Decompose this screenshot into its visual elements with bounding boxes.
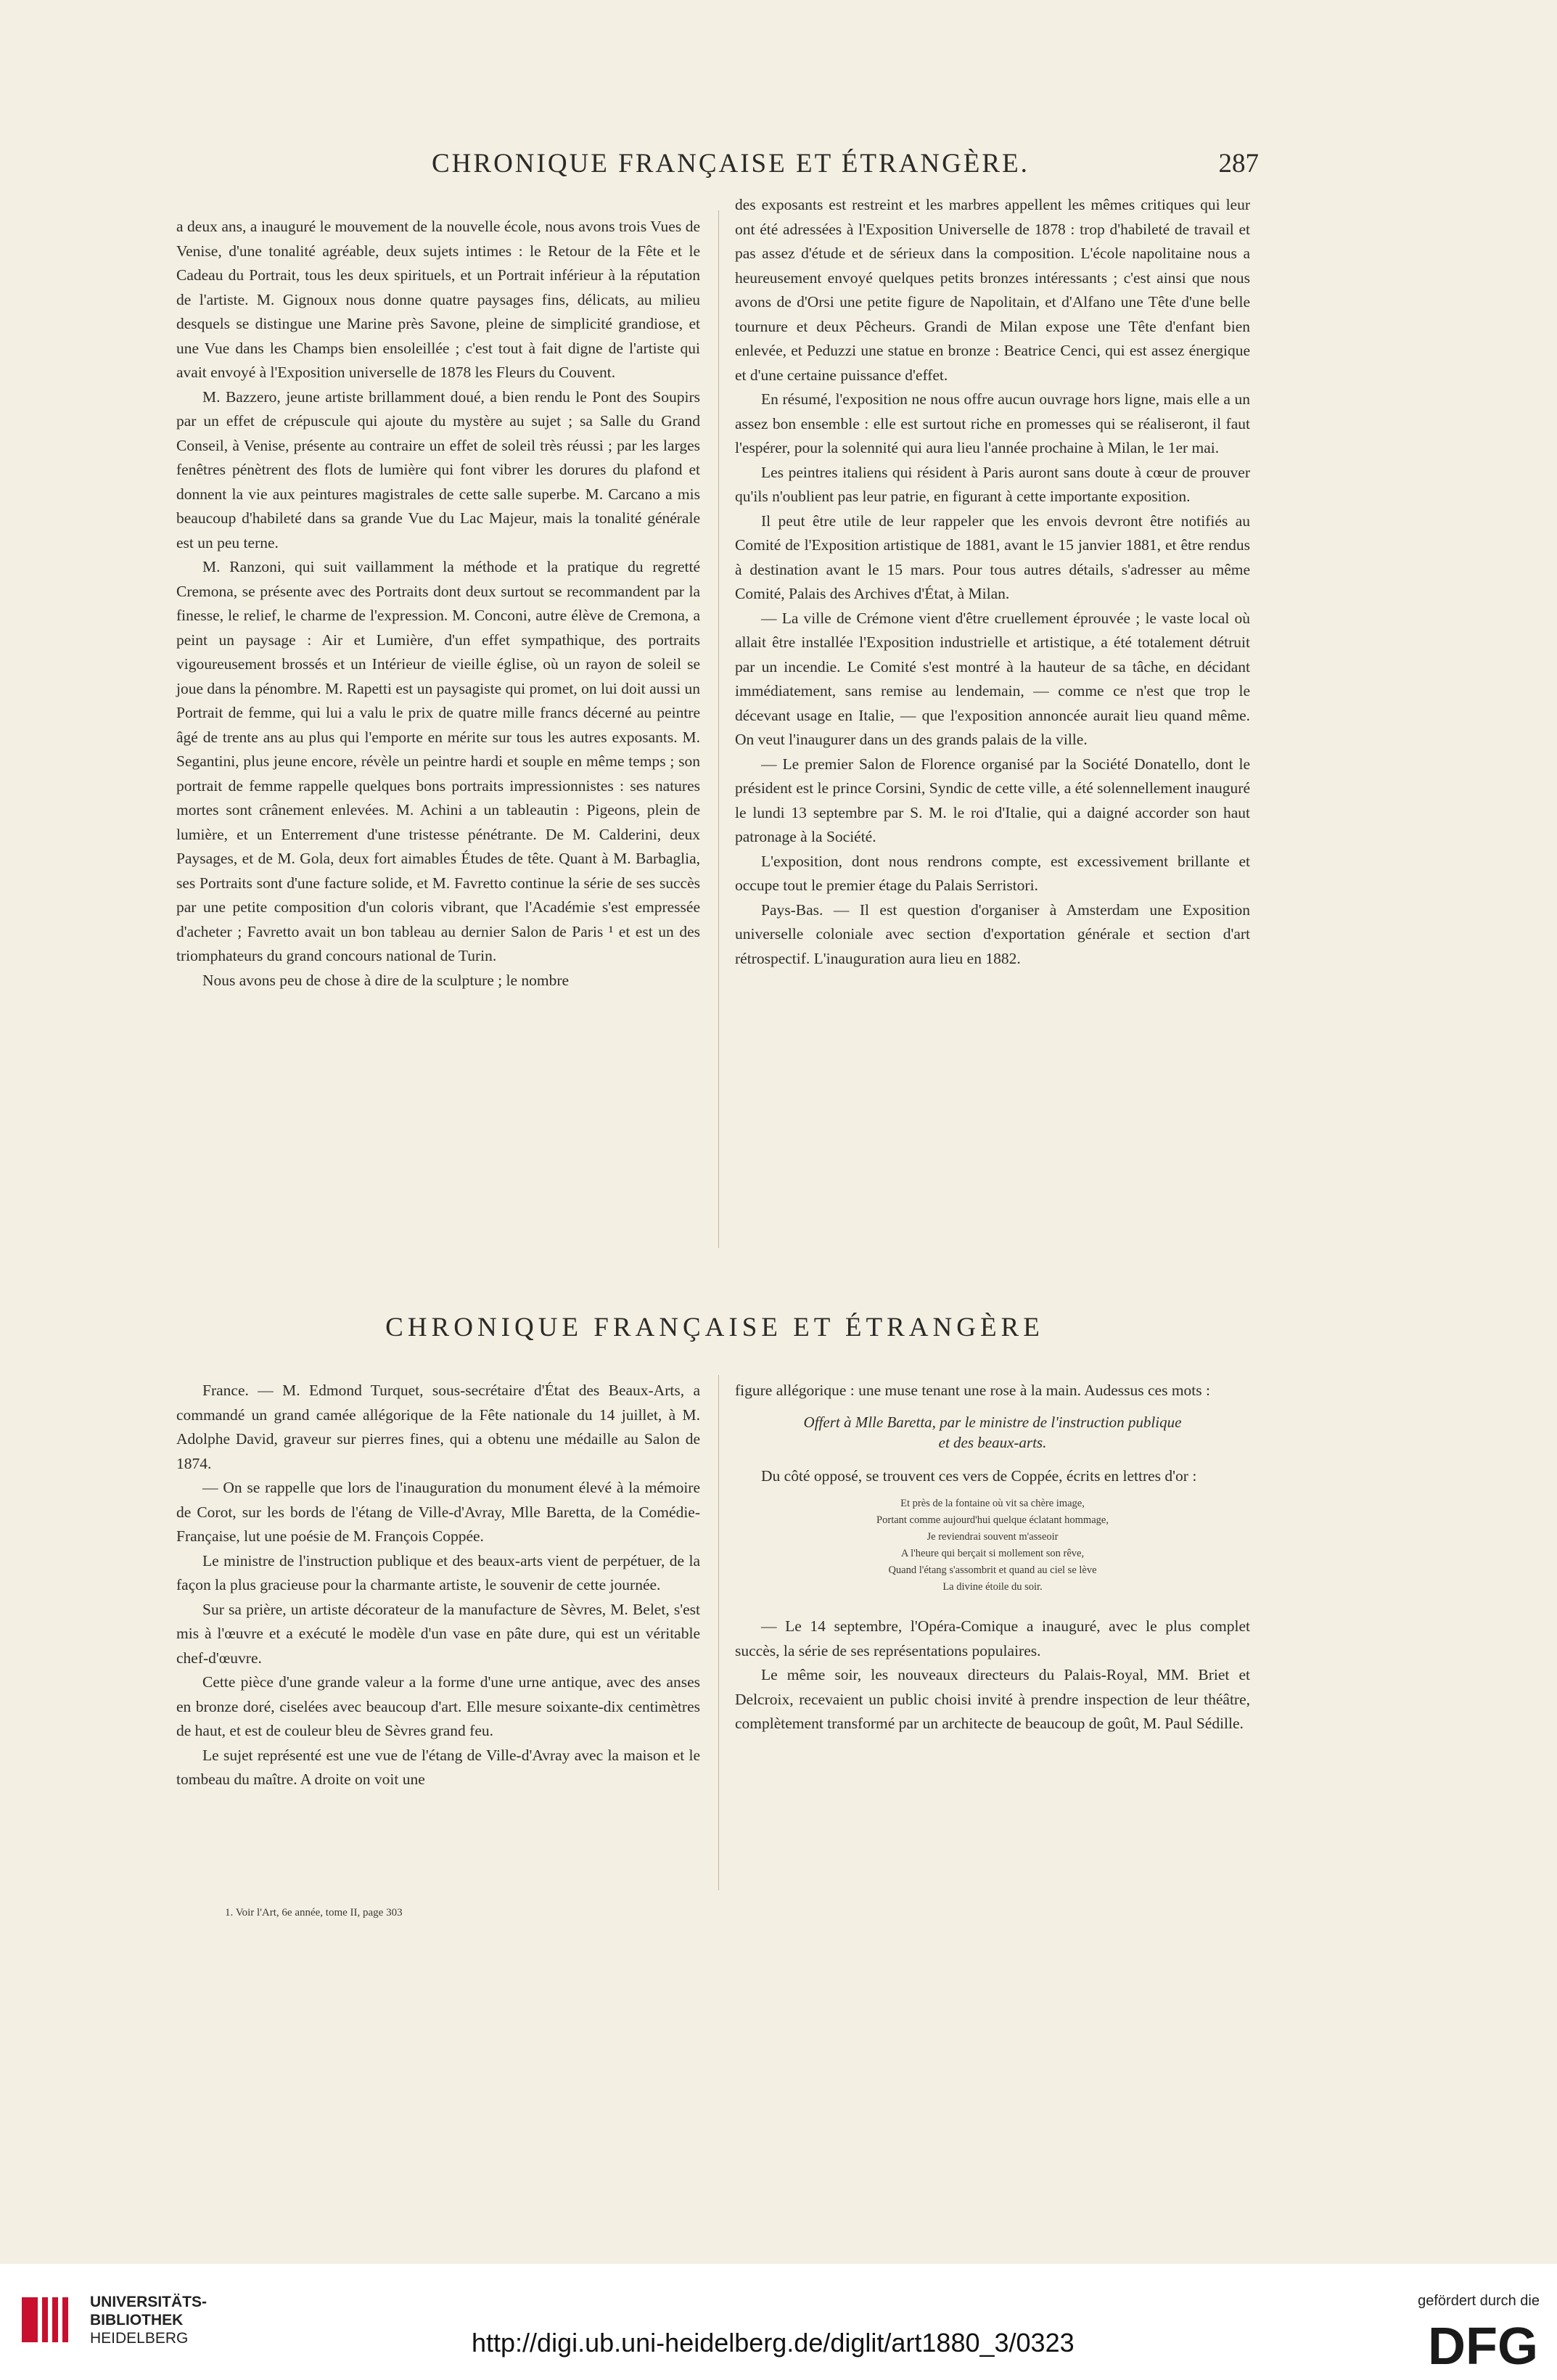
lower-right-column bbox=[735, 1379, 1250, 1736]
running-head bbox=[171, 148, 1259, 189]
paragraph: — On se rappelle que lors de l'inauguration du monument élevé à la mémoire de Corot, sur les bords de l'étang de Ville-d'Avray, Mlle Baretta, de la Comédie-Française, lut une poésie de M. François Coppée. bbox=[176, 1479, 700, 1545]
poem-line: La divine étoile du soir. bbox=[942, 1581, 1043, 1593]
library-name-line: UNIVERSITÄTS- bbox=[90, 2294, 208, 2310]
permalink-url[interactable]: http://digi.ub.uni-heidelberg.de/diglit/art1880_3/0323 bbox=[472, 2328, 1075, 2358]
paragraph: Il peut être utile de leur rappeler que les envois devront être notifiés au Comité de l'Exposition artistique de 1881, avant le 15 janvier 1881, et être rendus à destination avant le 15 mars. Pour tous autres détails, s'adresser au même Comité, Palais des Archives d'État, à Milan. bbox=[735, 512, 1250, 602]
paragraph: M. Bazzero, jeune artiste brillamment doué, a bien rendu le Pont des Soupirs par un effet de crépuscule qui ajoute du mystère au sujet ; sa Salle du Grand Conseil, à Venise, présente au contraire un effet de soleil très réussi ; par les larges fenêtres pénètrent des flots de lumière qui font vibrer les dorures du plafond et donnent la vie aux peintures magistrales de cette salle superbe. M. Carcano a mis beaucoup d'habileté dans sa grande Vue du Lac Majeur, mais la tonalité générale est un peu terne. bbox=[176, 387, 700, 551]
dedication-line: Offert à Mlle Baretta, par le ministre de l'instruction publique bbox=[803, 1413, 1182, 1431]
paragraph: — La ville de Crémone vient d'être cruellement éprouvée ; le vaste local où allait être installée l'Exposition industrielle et artistique, a été totalement détruit par un incendie. Le Comité s'est montré à la hauteur de sa tâche, en décidant immédiatement, sans remise au lendemain, — comme ce n'est que trop le décevant usage en Italie, — que l'exposition annoncée aurait lieu quand même. On veut l'inaugurer dans un des grands palais de la ville. bbox=[735, 609, 1250, 748]
poem-line: A l'heure qui berçait si mollement son rêve, bbox=[900, 1548, 1085, 1559]
footer-bar bbox=[0, 2264, 1557, 2380]
paragraph: des exposants est restreint et les marbres appellent les mêmes critiques qui leur ont été adressées à l'Exposition Universelle de 1878 : trop d'habileté de travail et pas assez d'étude et de sérieux dans la composition. L'école napolitaine nous a heureusement envoyé quelques petits bronzes intéressants ; c'est ainsi que nous avons de d'Orsi une petite figure de Napolitain, et d'Alfano une Tête d'une belle tournure et deux Pêcheurs. Grandi de Milan expose une Tête d'enfant bien enlevée, et Peduzzi une statue en bronze : Beatrice Cenci, qui est assez énergique et d'une certaine puissance d'effet. bbox=[735, 196, 1250, 384]
column-rule bbox=[718, 210, 719, 1248]
page-number: 287 bbox=[1218, 149, 1259, 178]
poem-line: Je reviendrai souvent m'asseoir bbox=[927, 1531, 1059, 1543]
poem-line: Quand l'étang s'assombrit et quand au ciel se lève bbox=[888, 1564, 1097, 1576]
paragraph: Nous avons peu de chose à dire de la sculpture ; le nombre bbox=[202, 971, 570, 989]
poem bbox=[735, 1495, 1250, 1596]
paragraph: — Le premier Salon de Florence organisé par la Société Donatello, dont le président est le prince Corsini, Syndic de cette ville, a été solennellement inauguré le lundi 13 septembre par S. M. le roi d'Italie, qui a daigné accorder son haut patronage à la Société. bbox=[735, 755, 1250, 845]
column-rule bbox=[718, 1375, 719, 1890]
paragraph: L'exposition, dont nous rendrons compte, est excessivement brillante et occupe tout le premier étage du Palais Serristori. bbox=[735, 852, 1250, 894]
paragraph: Pays-Bas. — Il est question d'organiser à Amsterdam une Exposition universelle coloniale avec section d'exportation générale et section d'art rétrospectif. L'inauguration aura lieu en 1882. bbox=[735, 900, 1250, 967]
poem-line: Portant comme aujourd'hui quelque éclatant hommage, bbox=[876, 1514, 1109, 1526]
paragraph: Cette pièce d'une grande valeur a la forme d'une urne antique, avec des anses en bronze doré, ciselées avec beaucoup d'art. Elle mesure soixante-dix centimètres de haut, et est de couleur bleu de Sèvres grand feu. bbox=[176, 1673, 700, 1739]
lower-left-column bbox=[176, 1379, 700, 1792]
paragraph: Les peintres italiens qui résident à Paris auront sans doute à cœur de prouver qu'ils n'oublient pas leur patrie, en figurant à cette importante exposition. bbox=[735, 463, 1250, 505]
paragraph: France. — M. Edmond Turquet, sous-secrétaire d'État des Beaux-Arts, a commandé un grand camée allégorique de la Fête nationale du 14 juillet, à M. Adolphe David, graveur sur pierres fines, qui a obtenu une médaille au Salon de 1874. bbox=[176, 1382, 700, 1472]
paragraph: Du côté opposé, se trouvent ces vers de Coppée, écrits en lettres d'or : bbox=[761, 1466, 1197, 1485]
sponsor-caption: gefördert durch die bbox=[1418, 2293, 1540, 2309]
dedication-line: et des beaux-arts. bbox=[938, 1433, 1047, 1451]
paragraph: figure allégorique : une muse tenant une rose à la main. Audessus ces mots : bbox=[735, 1382, 1210, 1399]
paragraph: Le ministre de l'instruction publique et des beaux-arts vient de perpétuer, de la façon la plus gracieuse pour la charmante artiste, le souvenir de cette journée. bbox=[176, 1551, 700, 1593]
paragraph: — Le 14 septembre, l'Opéra-Comique a inauguré, avec le plus complet succès, la série de ses représentations populaires. bbox=[735, 1617, 1250, 1659]
paragraph: Sur sa prière, un artiste décorateur de la manufacture de Sèvres, M. Belet, s'est mis à l'œuvre et a exécuté le modèle d'un vase en pâte dure, qui est un véritable chef-d'œuvre. bbox=[176, 1600, 700, 1667]
section-title: CHRONIQUE FRANÇAISE ET ÉTRANGÈRE bbox=[385, 1313, 1044, 1342]
poem-line: Et près de la fontaine où vit sa chère image, bbox=[900, 1498, 1085, 1509]
library-name bbox=[90, 2293, 207, 2347]
upper-left-column bbox=[176, 215, 700, 993]
paragraph: Le même soir, les nouveaux directeurs du Palais-Royal, MM. Briet et Delcroix, recevaient un public choisi invité à prendre inspection de leur théâtre, complètement transformé par un architecte de beaucoup de goût, M. Paul Sédille. bbox=[735, 1666, 1250, 1732]
svg-text:DFG: DFG bbox=[1428, 2319, 1538, 2370]
dedication bbox=[735, 1412, 1250, 1453]
library-logo-icon bbox=[17, 2287, 83, 2351]
library-name-line: BIBLIOTHEK bbox=[90, 2312, 184, 2328]
paragraph: M. Ranzoni, qui suit vaillamment la méthode et la pratique du regretté Cremona, se présente avec des Portraits dont deux surtout se recommandent par la finesse, le relief, le charme de l'expression. M. Conconi, autre élève de Cremona, a peint un paysage : Air et Lumière, d'un effet sympathique, des portraits vigoureusement brossés et un Intérieur de vieille église, où un rayon de soleil se joue dans la pénombre. M. Rapetti est un paysagiste qui promet, on lui doit aussi un Portrait de femme, qui lui a valu le prix de quatre mille francs décerné au peintre âgé de trente ans au plus qui l'emporte en mérite sur tous les autres exposants. M. Segantini, plus jeune encore, révèle un peintre hardi et souple en même temps ; son portrait de femme rappelle quelques bons portraits impressionnistes : ses natures mortes sont crânement enlevées. M. Achini a un tableautin : Pigeons, plein de lumière, et un Enterrement d'une tristesse pénétrante. De M. Calderini, deux Paysages, et de M. Gola, deux fort aimables Études de tête. Quant à M. Barbaglia, ses Portraits sont d'une facture solide, et M. Favretto continue la série de ses succès par une petite composition d'un coloris vibrant, que l'Académie s'est empressée d'acheter ; Favretto avait un bon tableau au dernier Salon de Paris ¹ et est un des triomphateurs du grand concours national de Turin. bbox=[176, 558, 700, 964]
dfg-logo-icon bbox=[1409, 2319, 1540, 2370]
footnote: 1. Voir l'Art, 6e année, tome II, page 303 bbox=[225, 1907, 403, 1919]
paragraph: a deux ans, a inauguré le mouvement de la nouvelle école, nous avons trois Vues de Venise, d'une tonalité agréable, deux sujets intimes : le Retour de la Fête et le Cadeau du Portrait, tous les deux spirituels, et un Portrait inférieur à la réputation de l'artiste. M. Gignoux nous donne quatre paysages fins, délicats, au milieu desquels se distingue une Marine près Savone, pleine de simplicité grandiose, et une Vue dans les Champs bien ensoleillée ; c'est tout à fait digne de l'artiste qui avait envoyé à l'Exposition universelle de 1878 les Fleurs du Couvent. bbox=[176, 218, 700, 381]
upper-right-column bbox=[735, 193, 1250, 971]
running-title: CHRONIQUE FRANÇAISE ET ÉTRANGÈRE. bbox=[432, 149, 1030, 178]
paragraph: Le sujet représenté est une vue de l'étang de Ville-d'Avray avec la maison et le tombeau du maître. A droite on voit une bbox=[176, 1746, 700, 1788]
library-name-line: HEIDELBERG bbox=[90, 2330, 189, 2347]
paragraph: En résumé, l'exposition ne nous offre aucun ouvrage hors ligne, mais elle a un assez bon ensemble : elle est surtout riche en promesses qui se réaliseront, il faut l'espérer, pour la solennité qui aura lieu l'année prochaine à Milan, le 1er mai. bbox=[735, 390, 1250, 456]
